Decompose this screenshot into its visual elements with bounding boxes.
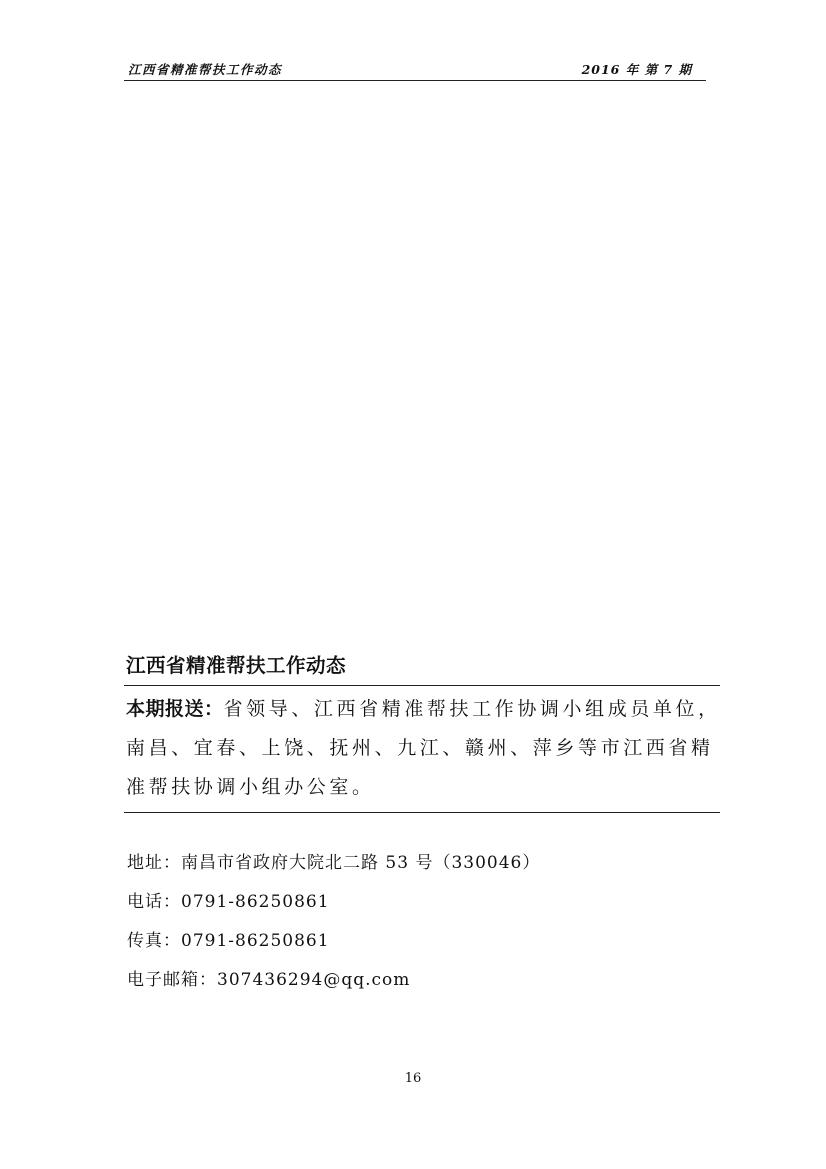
header-issue-number: 2016 年 第 7 期 <box>581 62 692 77</box>
contact-phone: 电话：0791-86250861 <box>127 892 330 912</box>
contact-email: 电子邮箱：307436294@qq.com <box>127 970 411 990</box>
distribution-label: 本期报送： <box>126 698 224 720</box>
contact-fax: 传真：0791-86250861 <box>127 931 330 951</box>
contact-info <box>127 848 540 1004</box>
distribution-line-1 <box>126 690 720 729</box>
running-header <box>124 58 706 81</box>
distribution-list <box>124 686 720 813</box>
page-number: 16 <box>404 1071 422 1086</box>
header-publication-title: 江西省精准帮扶工作动态 <box>128 62 283 77</box>
colophon-title: 江西省精准帮扶工作动态 <box>124 651 720 686</box>
distribution-line-3: 准帮扶协调小组办公室。 <box>126 776 375 798</box>
distribution-text-1: 省领导、江西省精准帮扶工作协调小组成员单位， <box>223 698 721 720</box>
colophon <box>124 651 720 813</box>
distribution-line-2: 南昌、宜春、上饶、抚州、九江、赣州、萍乡等市江西省精 <box>126 737 714 759</box>
contact-address: 地址：南昌市省政府大院北二路 53 号（330046） <box>127 853 541 873</box>
